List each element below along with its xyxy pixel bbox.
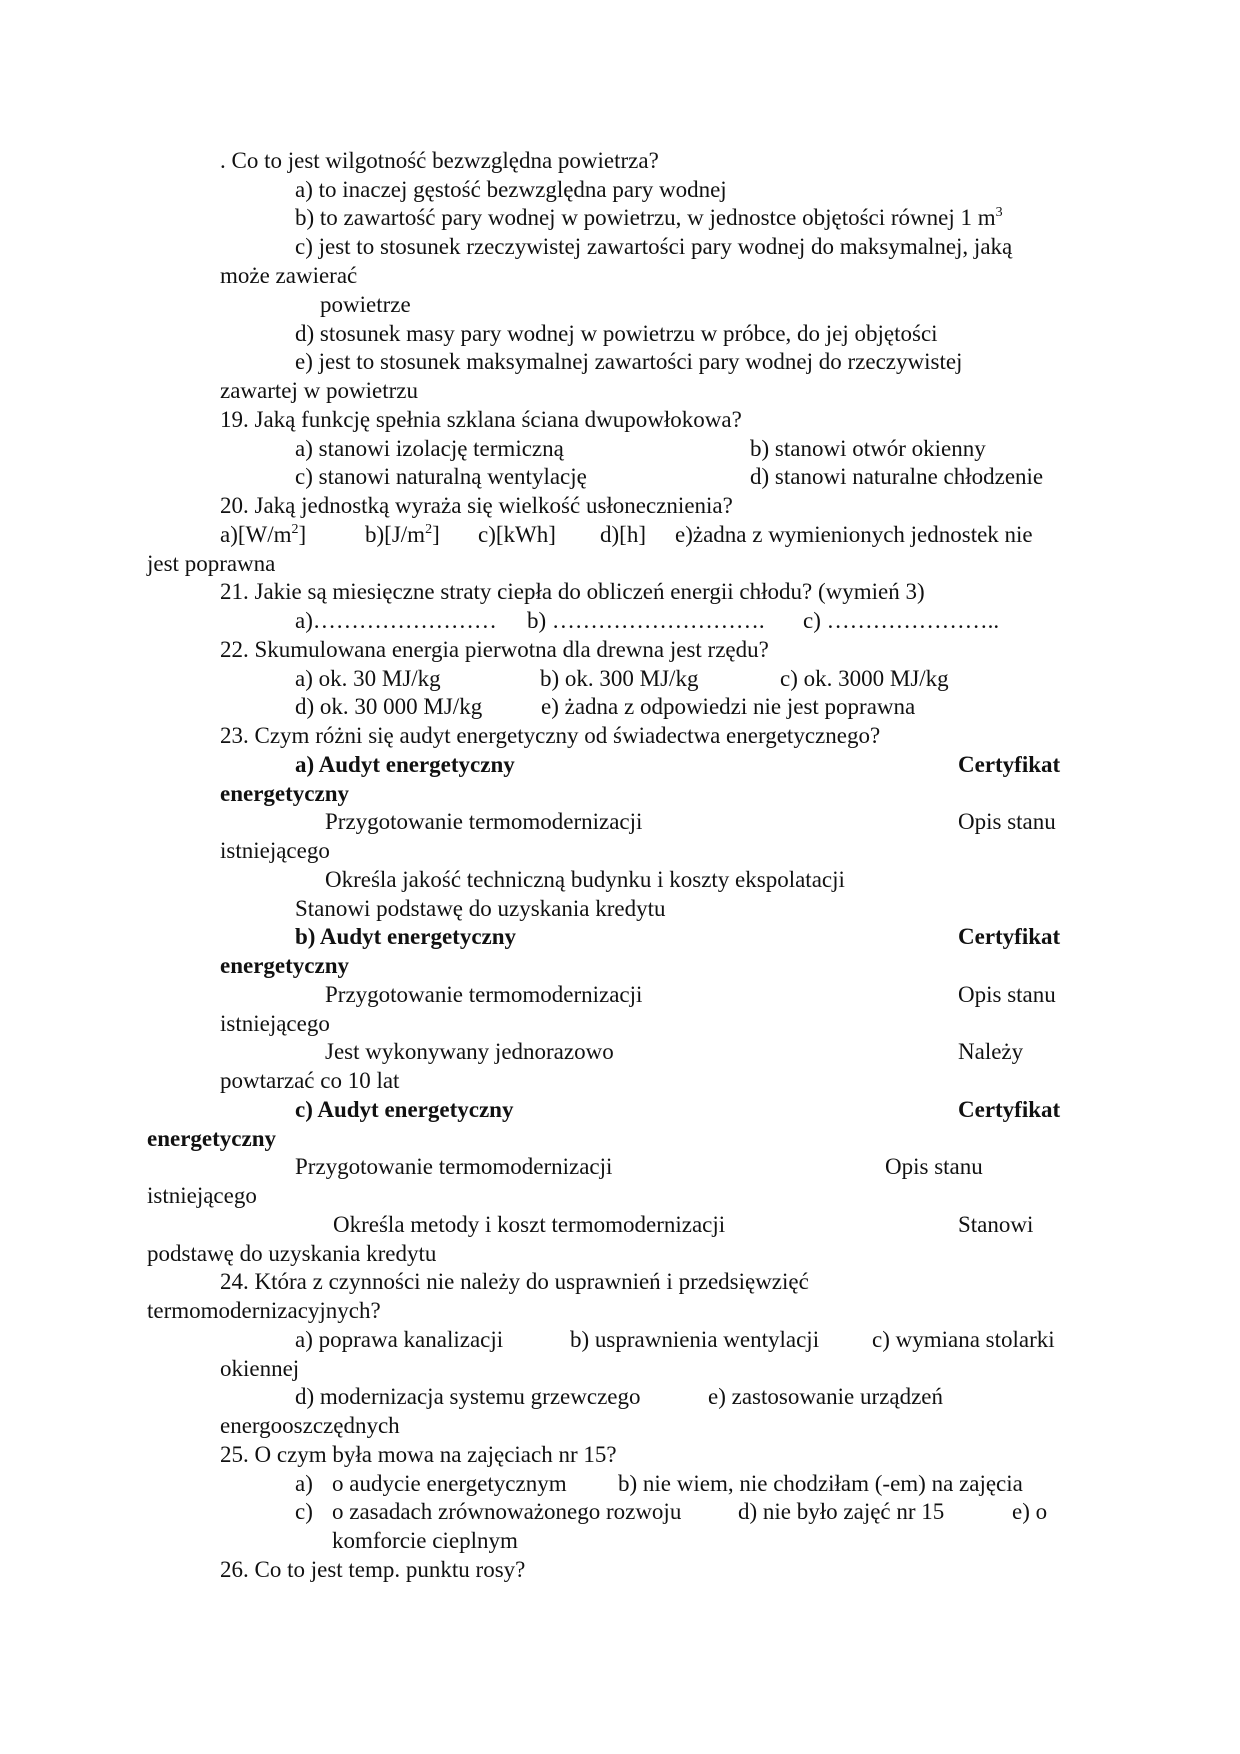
q22-answer-a: a) ok. 30 MJ/kg bbox=[295, 666, 441, 691]
question-21: 21. Jakie są miesięczne straty ciepła do obliczeń energii chłodu? (wymień 3) bbox=[220, 579, 925, 604]
q23-c-opis: Opis stanu bbox=[885, 1154, 983, 1179]
q18-answer-e: e) jest to stosunek maksymalnej zawartości pary wodnej do rzeczywistej bbox=[295, 349, 963, 374]
q23-a-certificate-cont: energetyczny bbox=[220, 781, 349, 806]
question-24: 24. Która z czynności nie należy do usprawnień i przedsięwzięć bbox=[220, 1269, 809, 1294]
q23-b-prep: Przygotowanie termomodernizacji bbox=[325, 982, 643, 1007]
q25-answer-a-letter: a) bbox=[295, 1471, 313, 1496]
q24-answer-e: e) zastosowanie urządzeń bbox=[708, 1384, 943, 1409]
q21-blank-b: b) ………………………. bbox=[527, 608, 765, 633]
q19-answer-b: b) stanowi otwór okienny bbox=[750, 436, 986, 461]
q23-b-heading: b) Audyt energetyczny bbox=[295, 924, 517, 949]
q23-b-opis: Opis stanu bbox=[958, 982, 1056, 1007]
q20-answer-e: e)żadna z wymienionych jednostek nie bbox=[675, 522, 1033, 547]
q23-c-certificate: Certyfikat bbox=[958, 1097, 1061, 1122]
q20-answer-b-text: b)[J/m bbox=[365, 522, 426, 547]
question-25: 25. O czym była mowa na zajęciach nr 15? bbox=[220, 1442, 617, 1467]
q20-answer-b-end: ] bbox=[432, 522, 440, 547]
q25-answer-e-cont: komforcie cieplnym bbox=[332, 1528, 518, 1553]
question-26: 26. Co to jest temp. punktu rosy? bbox=[220, 1557, 526, 1582]
q18-answer-c-cont2: powietrze bbox=[320, 292, 411, 317]
q20-answer-e-cont: jest poprawna bbox=[147, 551, 276, 576]
q25-answer-a: o audycie energetycznym bbox=[332, 1471, 567, 1496]
q23-b-opis-cont: istniejącego bbox=[220, 1011, 330, 1036]
q25-answer-e: e) o bbox=[1012, 1499, 1048, 1524]
q23-a-certificate: Certyfikat bbox=[958, 752, 1061, 777]
question-19: 19. Jaką funkcję spełnia szklana ściana dwupowłokowa? bbox=[220, 407, 742, 432]
q24-answer-a: a) poprawa kanalizacji bbox=[295, 1327, 504, 1352]
q23-a-opis: Opis stanu bbox=[958, 809, 1056, 834]
q23-c-stanowi: Stanowi bbox=[958, 1212, 1034, 1237]
q24-answer-b: b) usprawnienia wentylacji bbox=[570, 1327, 820, 1352]
q25-answer-c: o zasadach zrównoważonego rozwoju bbox=[332, 1499, 682, 1524]
q22-answer-d: d) ok. 30 000 MJ/kg bbox=[295, 694, 483, 719]
question-20: 20. Jaką jednostką wyraża się wielkość usłonecznienia? bbox=[220, 493, 733, 518]
q23-c-heading: c) Audyt energetyczny bbox=[295, 1097, 514, 1122]
superscript: 2 bbox=[425, 522, 433, 537]
q24-answer-c-cont: okiennej bbox=[220, 1356, 300, 1381]
q25-answer-b: b) nie wiem, nie chodziłam (-em) na zajęcia bbox=[618, 1471, 1023, 1496]
q24-answer-d: d) modernizacja systemu grzewczego bbox=[295, 1384, 641, 1409]
q18-answer-b-text: b) to zawartość pary wodnej w powietrzu, w jednostce objętości równej 1 m bbox=[295, 205, 996, 230]
q20-answer-a bbox=[220, 521, 306, 549]
q21-blank-a: a)…………………… bbox=[295, 608, 497, 633]
q22-answer-e: e) żadna z odpowiedzi nie jest poprawna bbox=[541, 694, 916, 719]
q18-answer-a: a) to inaczej gęstość bezwzględna pary wodnej bbox=[295, 177, 727, 202]
q20-answer-d: d)[h] bbox=[600, 522, 646, 547]
q25-answer-c-letter: c) bbox=[295, 1499, 313, 1524]
q23-c-certificate-cont: energetyczny bbox=[147, 1126, 276, 1151]
q18-answer-d: d) stosunek masy pary wodnej w powietrzu w próbce, do jej objętości bbox=[295, 321, 938, 346]
q23-a-line3: Określa jakość techniczną budynku i koszty ekspolatacji bbox=[325, 867, 845, 892]
q23-a-prep: Przygotowanie termomodernizacji bbox=[325, 809, 643, 834]
q18-answer-c-cont: może zawierać bbox=[220, 263, 358, 288]
question-24-cont: termomodernizacyjnych? bbox=[147, 1298, 381, 1323]
q23-c-podstawa: podstawę do uzyskania kredytu bbox=[147, 1241, 437, 1266]
q22-answer-c: c) ok. 3000 MJ/kg bbox=[780, 666, 949, 691]
q23-c-metody: Określa metody i koszt termomodernizacji bbox=[333, 1212, 726, 1237]
q24-answer-c: c) wymiana stolarki bbox=[872, 1327, 1055, 1352]
q19-answer-a: a) stanowi izolację termiczną bbox=[295, 436, 564, 461]
q21-blank-c: c) ………………….. bbox=[803, 608, 1000, 633]
q20-answer-a-end: ] bbox=[298, 522, 307, 547]
q23-b-nalezy: Należy bbox=[958, 1039, 1024, 1064]
q23-b-once: Jest wykonywany jednorazowo bbox=[325, 1039, 614, 1064]
q23-a-opis-cont: istniejącego bbox=[220, 838, 330, 863]
superscript: 2 bbox=[291, 522, 299, 537]
q24-answer-e-cont: energooszczędnych bbox=[220, 1413, 400, 1438]
q23-a-line4: Stanowi podstawę do uzyskania kredytu bbox=[295, 896, 666, 921]
q18-answer-c: c) jest to stosunek rzeczywistej zawartości pary wodnej do maksymalnej, jaką bbox=[295, 234, 1013, 259]
q19-answer-c: c) stanowi naturalną wentylację bbox=[295, 464, 587, 489]
superscript: 3 bbox=[995, 205, 1003, 220]
q20-answer-c: c)[kWh] bbox=[478, 522, 556, 547]
q23-c-opis-cont: istniejącego bbox=[147, 1183, 257, 1208]
q23-b-repeat: powtarzać co 10 lat bbox=[220, 1068, 400, 1093]
q23-a-heading: a) Audyt energetyczny bbox=[295, 752, 515, 777]
q20-answer-a-text: a)[W/m bbox=[220, 522, 292, 547]
q23-c-prep: Przygotowanie termomodernizacji bbox=[295, 1154, 613, 1179]
q25-answer-d: d) nie było zajęć nr 15 bbox=[738, 1499, 945, 1524]
q23-b-certificate: Certyfikat bbox=[958, 924, 1061, 949]
q19-answer-d: d) stanowi naturalne chłodzenie bbox=[750, 464, 1044, 489]
q23-b-certificate-cont: energetyczny bbox=[220, 953, 349, 978]
q18-answer-e-cont: zawartej w powietrzu bbox=[220, 378, 418, 403]
question-22: 22. Skumulowana energia pierwotna dla drewna jest rzędu? bbox=[220, 637, 769, 662]
q18-answer-b bbox=[295, 204, 1003, 232]
question-23: 23. Czym różni się audyt energetyczny od świadectwa energetycznego? bbox=[220, 723, 881, 748]
q20-answer-b bbox=[365, 521, 440, 549]
q22-answer-b: b) ok. 300 MJ/kg bbox=[540, 666, 699, 691]
question-18: . Co to jest wilgotność bezwzględna powietrza? bbox=[220, 148, 659, 173]
